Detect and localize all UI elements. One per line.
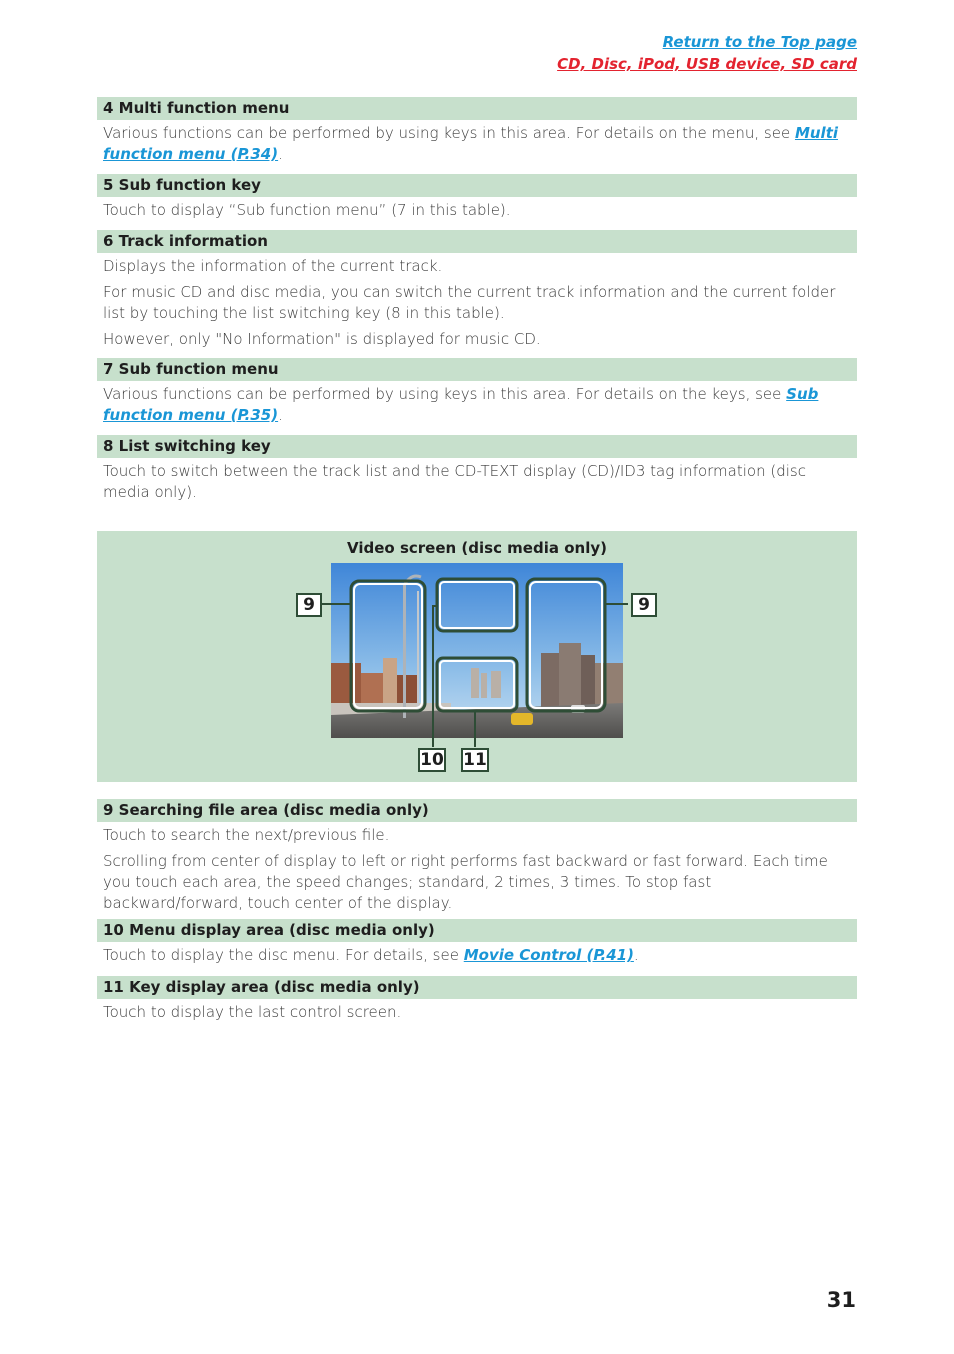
section-heading: 9 Searching file area (disc media only): [97, 799, 857, 822]
section-text: Touch to search the next/previous file.: [103, 826, 390, 844]
section-menu-display-area: [97, 919, 857, 968]
section-heading: 11 Key display area (disc media only): [97, 976, 857, 999]
section-heading: 10 Menu display area (disc media only): [97, 919, 857, 942]
video-screen-figure: [97, 531, 857, 782]
section-text: However, only "No Information" is displayed for music CD.: [103, 330, 541, 348]
section-text: Touch to switch between the track list and the CD-TEXT display (CD)/ID3 tag information (disc media only).: [103, 462, 806, 501]
section-key-display-area: [97, 976, 857, 1025]
text-span: .: [278, 145, 283, 163]
text-span: .: [278, 406, 283, 424]
section-heading: 6 Track information: [97, 230, 857, 253]
section-text: Touch to display the last control screen.: [103, 1003, 402, 1021]
section-track-information: [97, 230, 857, 352]
top-navigation: [557, 31, 857, 75]
section-heading: 5 Sub function key: [97, 174, 857, 197]
movie-control-link[interactable]: Movie Control (P.41): [463, 946, 634, 964]
section-multi-function-menu: [97, 97, 857, 167]
section-text: [97, 942, 857, 968]
sub-function-menu-link[interactable]: Sub function menu (P.35): [103, 385, 819, 424]
return-top-link[interactable]: Return to the Top page: [662, 33, 857, 51]
section-link[interactable]: CD, Disc, iPod, USB device, SD card: [557, 55, 857, 73]
video-screenshot: [331, 563, 623, 738]
figure-title: Video screen (disc media only): [347, 539, 607, 557]
section-sub-function-menu: [97, 358, 857, 428]
callout-11: 11: [461, 748, 489, 772]
section-text: Displays the information of the current track.: [103, 257, 443, 275]
section-sub-function-key: [97, 174, 857, 223]
section-heading: 7 Sub function menu: [97, 358, 857, 381]
text-span: Various functions can be performed by using keys in this area. For details on the menu, see: [103, 124, 795, 142]
section-searching-file-area: [97, 799, 857, 916]
section-text: For music CD and disc media, you can switch the current track information and the current folder list by touching the list switching key (8 in this table).: [103, 283, 836, 322]
section-list-switching-key: [97, 435, 857, 505]
text-span: Various functions can be performed by using keys in this area. For details on the keys, see: [103, 385, 787, 403]
section-text: [97, 120, 857, 167]
section-text: [97, 381, 857, 428]
callout-9-right: 9: [631, 593, 657, 617]
city-street-image: [331, 563, 623, 738]
section-heading: 4 Multi function menu: [97, 97, 857, 120]
section-text: Scrolling from center of display to left or right performs fast backward or fast forward. Each time you touch each area, the speed changes; standard, 2 times, 3 times. To stop fast backward/forward, touch center of the display.: [103, 852, 828, 912]
section-heading: 8 List switching key: [97, 435, 857, 458]
callout-9-left: 9: [296, 593, 322, 617]
text-span: .: [633, 946, 639, 964]
text-span: Touch to display the disc menu. For details, see: [103, 946, 464, 964]
section-text: Touch to display “Sub function menu” (7 in this table).: [103, 201, 511, 219]
multi-function-menu-link[interactable]: Multi function menu (P.34): [103, 124, 839, 163]
callout-10: 10: [418, 748, 446, 772]
page-number: 31: [826, 1288, 856, 1312]
